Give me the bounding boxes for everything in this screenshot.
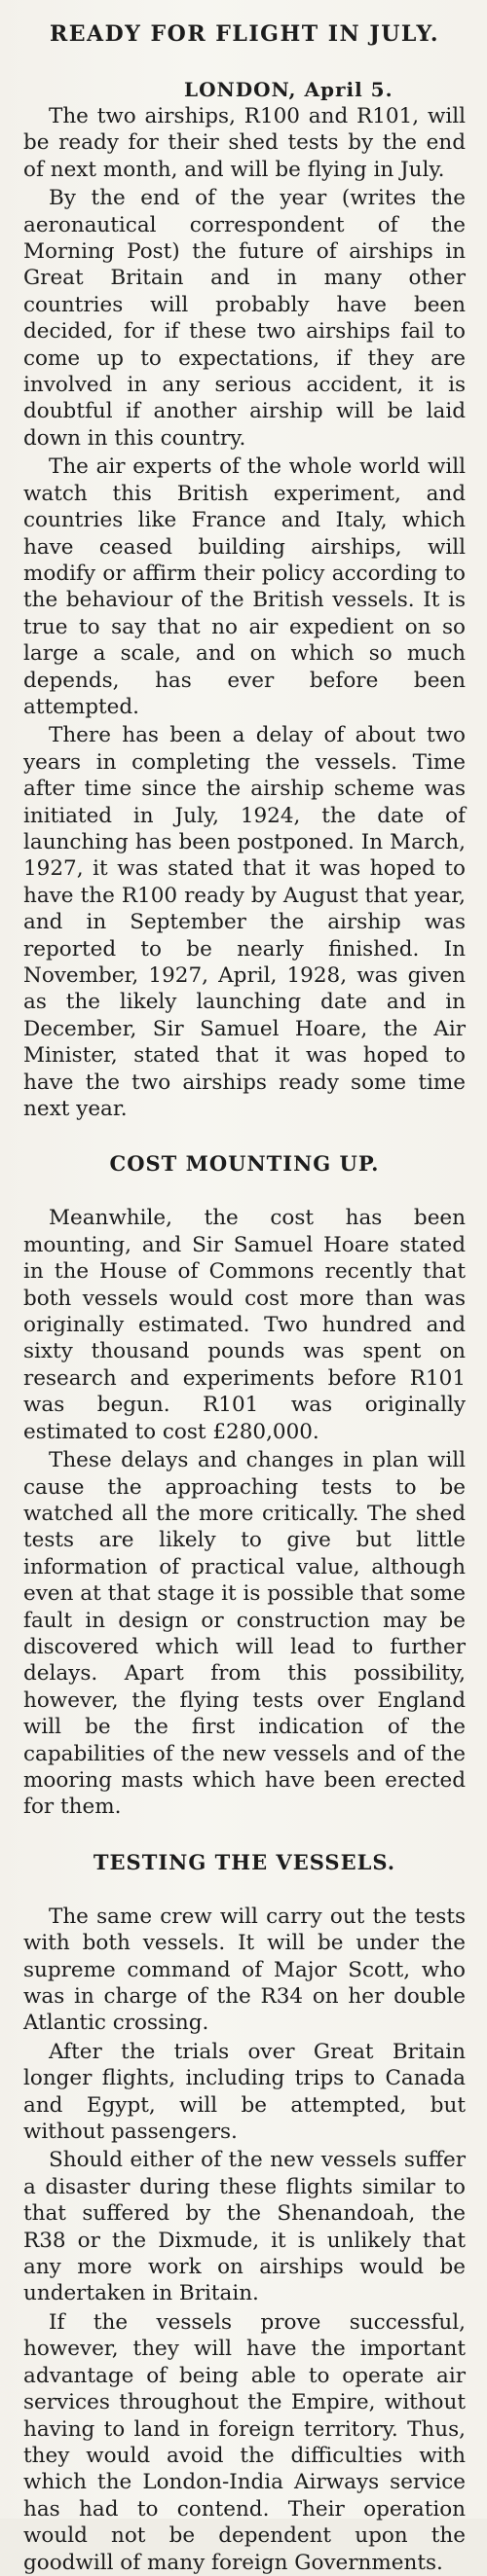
paragraph: After the trials over Great Britain longer flights, including trips to Canada and Egypt, will be attempted, but without passengers. xyxy=(23,2039,466,2145)
paragraph: Should either of the new vessels suffer a disaster during these flights similar to that suffered by the Shenandoah, the R38 or the Dixmude, it is unlikely that any more work on airships would be undertaken in Britain. xyxy=(23,2148,466,2306)
paragraph: The air experts of the whole world will watch this British experiment, and countries like France and Italy, which have ceased building airships, will modify or affirm their policy according to the behaviour of the British vessels. It is true to say that no air expedient on so large a scale, and on which so much depends, has ever before been attempted. xyxy=(23,454,466,719)
paragraph: These delays and changes in plan will cause the approaching tests to be watched all the more critically. The shed tests are likely to give but little information of practical value, although even at that stage it is possible that some fault in design or construction may be discovered which will lead to further delays. Apart from this possibility, however, the flying tests over England will be the first indication of the capabilities of the new vessels and of the mooring masts which have been erected for them. xyxy=(23,1448,466,1820)
section-cost xyxy=(23,1205,466,1820)
paragraph: The two airships, R100 and R101, will be ready for their shed tests by the end of next month, and will be flying in July. xyxy=(23,104,466,182)
subheading-testing: TESTING THE VESSELS. xyxy=(93,1849,396,1874)
paragraph: If the vessels prove successful, however, they will have the important advantage of being able to operate air services throughout the Empire, without having to land in foreign territory. Thus, they would avoid the difficulties with which the London-India Airways service has had to contend. Their operation would not be dependent upon the goodwill of many foreign Governments. xyxy=(23,2309,466,2575)
paragraph: Meanwhile, the cost has been mounting, and Sir Samuel Hoare stated in the House of Commons recently that both vessels would cost more than was originally estimated. Two hundred and sixty thousand pounds was spent on research and experiments before R101 was begun. R101 was originally estimated to cost £280,000. xyxy=(23,1206,466,1444)
subheading-cost: COST MOUNTING UP. xyxy=(109,1151,380,1177)
section-testing xyxy=(23,1904,466,2576)
section-intro xyxy=(23,103,466,1122)
paragraph: By the end of the year (writes the aeronautical correspondent of the Morning Post) the future of airships in Great Britain and in many other countries will probably have been decided, for if these two airships fail to come up to expectations, if they are involved in any serious accident, it is doubtful if another airship will be laid down in this country. xyxy=(23,186,466,451)
paragraph: The same crew will carry out the tests with both vessels. It will be under the supreme command of Major Scott, who was in charge of the R34 on her double Atlantic crossing. xyxy=(23,1904,466,2036)
dateline: LONDON, April 5. xyxy=(184,78,393,101)
headline: READY FOR FLIGHT IN JULY. xyxy=(49,21,440,47)
paragraph: There has been a delay of about two years in completing the vessels. Time after time since the airship scheme was initiated in July, 1924, the date of launching has been postponed. In March, 1927, it was stated that it was hoped to have the R100 ready by August that year, and in September the airship was reported to be nearly finished. In November, 1927, April, 1928, was given as the likely launching date and in December, Sir Samuel Hoare, the Air Minister, stated that it was hoped to have the two airships ready some time next year. xyxy=(23,723,466,1122)
